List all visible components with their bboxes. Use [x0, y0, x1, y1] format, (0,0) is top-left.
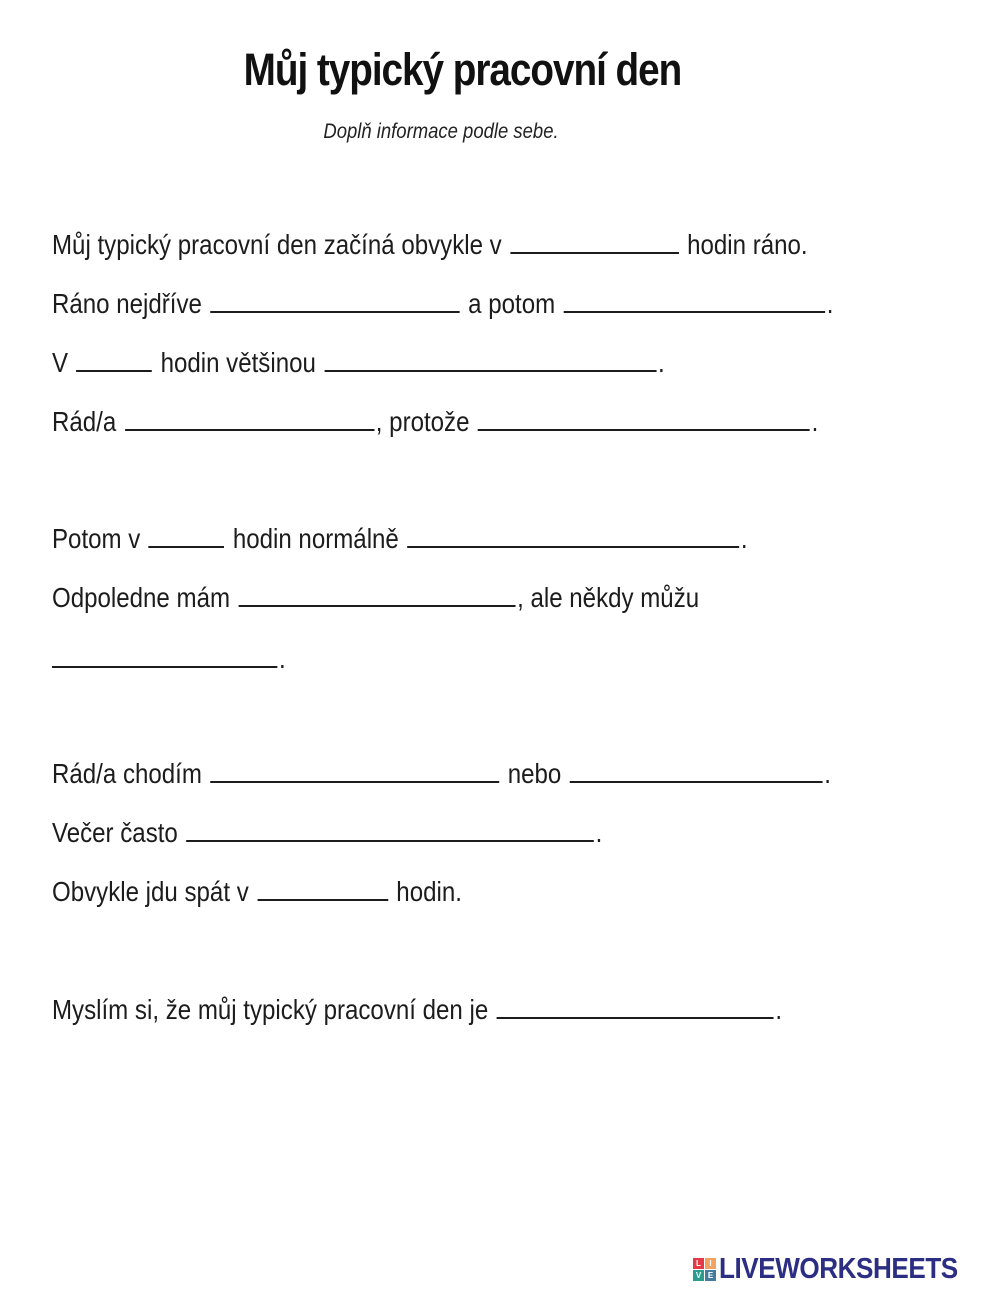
liveworksheets-logo	[693, 1252, 984, 1286]
sentence-9	[52, 873, 462, 910]
logo-letter: I	[705, 1258, 716, 1269]
text: hodin.	[396, 876, 462, 907]
page-title: Můj typický pracovní den	[243, 44, 682, 95]
text: a potom	[468, 288, 556, 319]
text: nebo	[507, 758, 562, 789]
blank-usual-activity[interactable]	[324, 344, 656, 372]
text: .	[824, 758, 831, 789]
text: , protože	[375, 406, 470, 437]
sentence-6-continued	[52, 640, 286, 677]
logo-text: LIVEWORKSHEETS	[719, 1252, 958, 1285]
text: , ale někdy můžu	[517, 582, 700, 613]
sentence-3	[52, 344, 665, 381]
text: .	[595, 817, 603, 848]
sentence-6	[52, 579, 699, 616]
text: .	[811, 406, 819, 437]
text: hodin ráno.	[687, 229, 808, 260]
text: Obvykle jdu spát v	[52, 876, 249, 907]
text: hodin většinou	[160, 347, 316, 378]
text: Ráno nejdříve	[52, 288, 202, 319]
instructions: Doplň informace podle sebe.	[323, 120, 559, 143]
blank-second-activity[interactable]	[564, 285, 825, 313]
blank-go-to-2[interactable]	[570, 755, 823, 783]
blank-normal-activity[interactable]	[407, 520, 739, 548]
text: .	[740, 523, 748, 554]
text: .	[279, 643, 286, 674]
logo-mark-icon	[693, 1258, 716, 1281]
text: Rád/a chodím	[52, 758, 202, 789]
sentence-4	[52, 403, 818, 440]
blank-like-activity[interactable]	[125, 403, 374, 431]
sentence-2	[52, 285, 833, 322]
text: Potom v	[52, 523, 141, 554]
sentence-5	[52, 520, 748, 557]
logo-letter: L	[693, 1258, 704, 1269]
blank-start-hour[interactable]	[510, 226, 679, 254]
text: hodin normálně	[232, 523, 399, 554]
text: Myslím si, že můj typický pracovní den je	[52, 994, 489, 1025]
text: V	[52, 347, 69, 378]
text: Odpoledne mám	[52, 582, 231, 613]
text: .	[826, 288, 834, 319]
sentence-7	[52, 755, 831, 792]
blank-hour[interactable]	[149, 520, 225, 548]
logo-letter: V	[693, 1270, 704, 1281]
blank-first-activity[interactable]	[210, 285, 459, 313]
blank-sometimes[interactable]	[52, 640, 277, 668]
blank-afternoon[interactable]	[238, 579, 515, 607]
text: Můj typický pracovní den začíná obvykle v	[52, 229, 502, 260]
sentence-1	[52, 226, 808, 263]
sentence-10	[52, 991, 782, 1028]
blank-sleep-hour[interactable]	[257, 873, 388, 901]
text: Večer často	[52, 817, 178, 848]
blank-opinion[interactable]	[497, 991, 774, 1019]
text: .	[775, 994, 783, 1025]
logo-letter: E	[705, 1270, 716, 1281]
sentence-8	[52, 814, 602, 851]
blank-hour[interactable]	[76, 344, 152, 372]
text: Rád/a	[52, 406, 117, 437]
text: .	[657, 347, 665, 378]
blank-go-to-1[interactable]	[210, 755, 499, 783]
blank-evening[interactable]	[186, 814, 594, 842]
blank-reason[interactable]	[478, 403, 810, 431]
